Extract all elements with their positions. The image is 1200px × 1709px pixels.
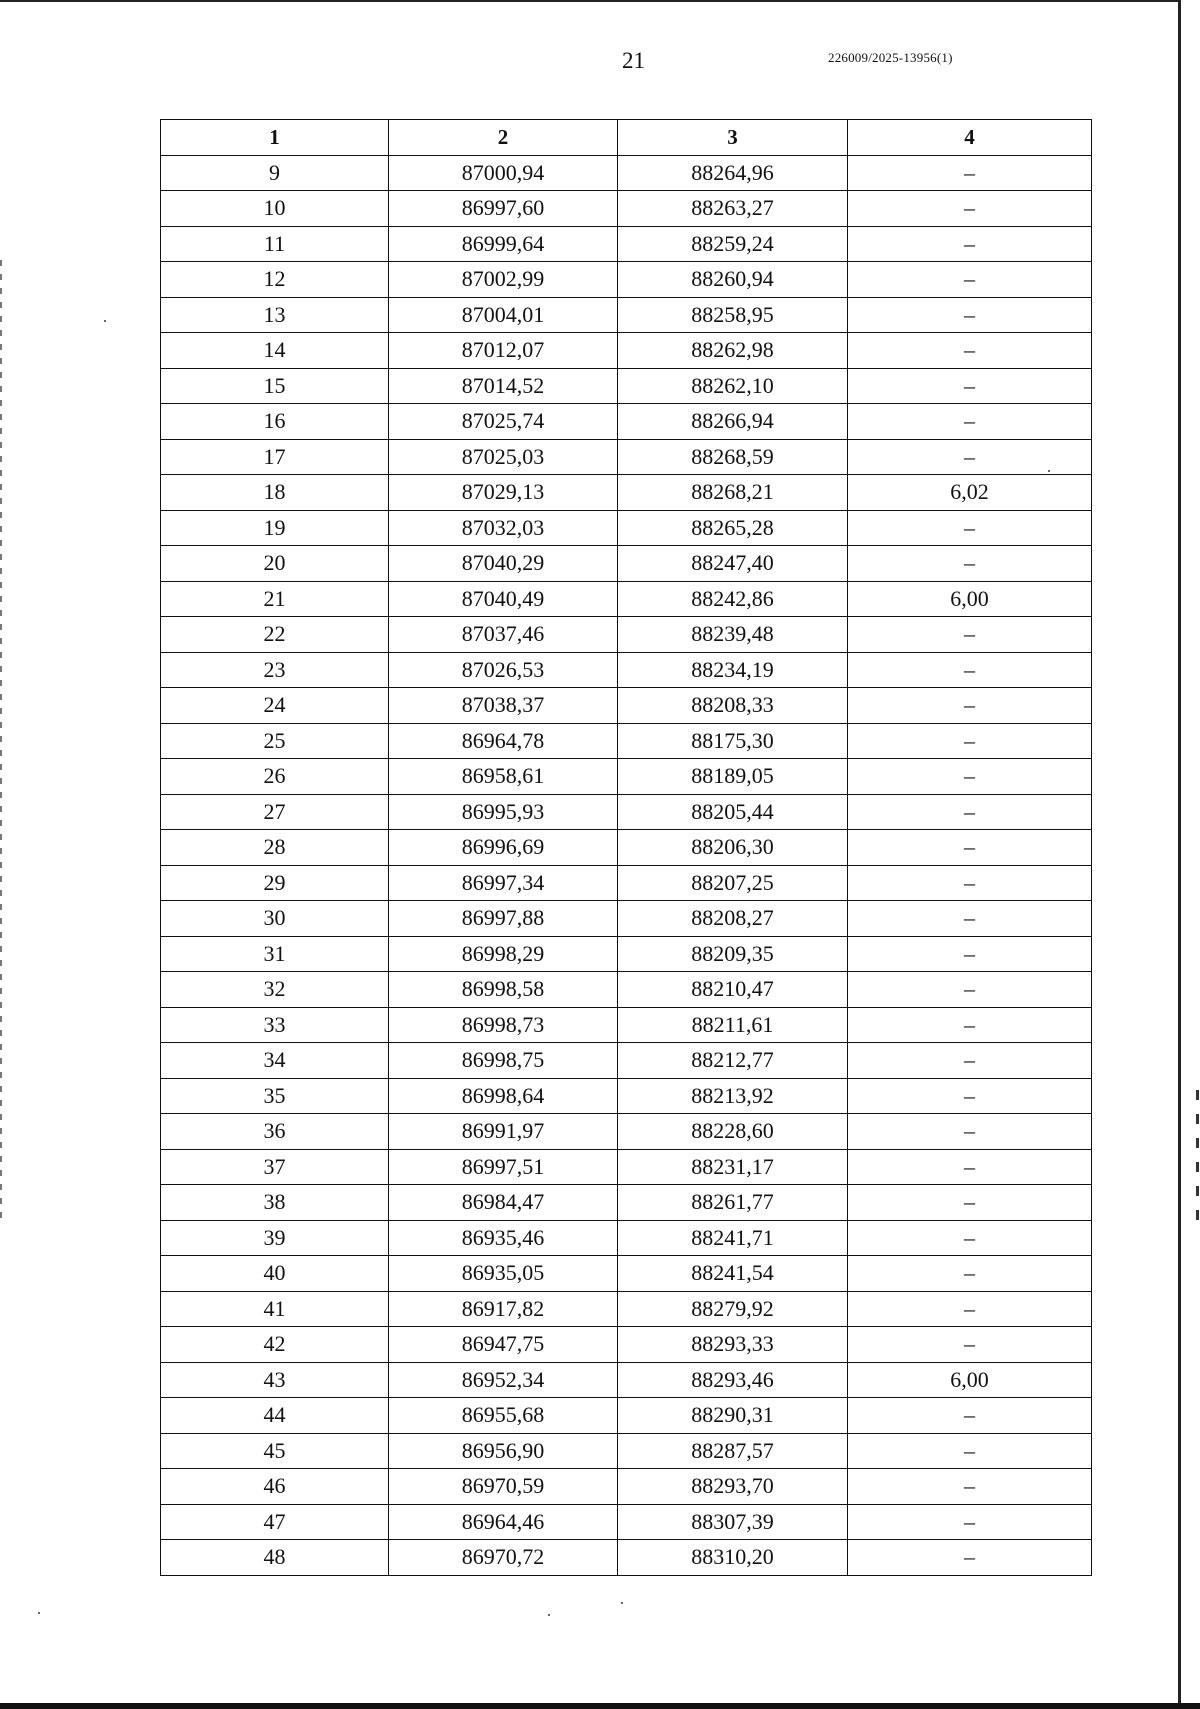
table-cell: 86935,46 — [389, 1220, 618, 1256]
table-cell: 40 — [161, 1256, 389, 1292]
table-cell: – — [848, 510, 1092, 546]
table-row — [161, 333, 1092, 369]
table-cell: 21 — [161, 581, 389, 617]
table-cell: – — [848, 297, 1092, 333]
table-cell: 87032,03 — [389, 510, 618, 546]
table-cell: 88261,77 — [618, 1185, 848, 1221]
table-row — [161, 475, 1092, 511]
table-row — [161, 1327, 1092, 1363]
page-number: 21 — [622, 48, 645, 73]
table-cell: 86970,72 — [389, 1540, 618, 1576]
table-cell: – — [848, 1149, 1092, 1185]
table-cell: 86999,64 — [389, 226, 618, 262]
table-cell: – — [848, 901, 1092, 937]
table-cell: 86997,34 — [389, 865, 618, 901]
table-row — [161, 1007, 1092, 1043]
table-cell: – — [848, 262, 1092, 298]
table-cell: 26 — [161, 759, 389, 795]
table-cell: – — [848, 1398, 1092, 1434]
table-row — [161, 794, 1092, 830]
table-cell: 88266,94 — [618, 404, 848, 440]
table-cell: 86964,78 — [389, 723, 618, 759]
table-row — [161, 759, 1092, 795]
table-cell: 45 — [161, 1433, 389, 1469]
table-cell: 88212,77 — [618, 1043, 848, 1079]
table-row — [161, 439, 1092, 475]
table-cell: 88258,95 — [618, 297, 848, 333]
table-row — [161, 546, 1092, 582]
table-cell: 87012,07 — [389, 333, 618, 369]
column-header: 3 — [618, 120, 848, 156]
scan-speck — [104, 320, 106, 322]
table-cell: – — [848, 1291, 1092, 1327]
table-cell: 88262,98 — [618, 333, 848, 369]
table-cell: 88213,92 — [618, 1078, 848, 1114]
table-cell: 88287,57 — [618, 1433, 848, 1469]
table-cell: 88265,28 — [618, 510, 848, 546]
scan-edge-marks-right — [1196, 1090, 1199, 1230]
table-cell: 88293,46 — [618, 1362, 848, 1398]
table-cell: 86997,60 — [389, 191, 618, 227]
table-row — [161, 404, 1092, 440]
table-cell: – — [848, 1078, 1092, 1114]
table-cell: 25 — [161, 723, 389, 759]
table-cell: 9 — [161, 155, 389, 191]
table-cell: 14 — [161, 333, 389, 369]
table-cell: – — [848, 688, 1092, 724]
table-cell: 88207,25 — [618, 865, 848, 901]
table-cell: 87029,13 — [389, 475, 618, 511]
table-cell: 31 — [161, 936, 389, 972]
table-cell: – — [848, 1185, 1092, 1221]
document-reference: 226009/2025-13956(1) — [828, 50, 953, 65]
table-row — [161, 510, 1092, 546]
table-cell: 13 — [161, 297, 389, 333]
table-cell: – — [848, 439, 1092, 475]
scan-speck — [1048, 470, 1050, 472]
table-row — [161, 1149, 1092, 1185]
table-cell: – — [848, 1433, 1092, 1469]
table-cell: 48 — [161, 1540, 389, 1576]
table-cell: 88242,86 — [618, 581, 848, 617]
table-cell: 87002,99 — [389, 262, 618, 298]
table-row — [161, 1362, 1092, 1398]
table-cell: – — [848, 1007, 1092, 1043]
table-cell: 88263,27 — [618, 191, 848, 227]
table-cell: 88247,40 — [618, 546, 848, 582]
table-cell: 86998,64 — [389, 1078, 618, 1114]
table-cell: – — [848, 368, 1092, 404]
table-cell: 88293,33 — [618, 1327, 848, 1363]
table-cell: 88239,48 — [618, 617, 848, 653]
table-cell: 6,02 — [848, 475, 1092, 511]
table-cell: 6,00 — [848, 1362, 1092, 1398]
table-cell: 39 — [161, 1220, 389, 1256]
table-cell: – — [848, 936, 1092, 972]
table-row — [161, 1469, 1092, 1505]
table-row — [161, 262, 1092, 298]
table-cell: – — [848, 333, 1092, 369]
table-cell: 30 — [161, 901, 389, 937]
table-cell: – — [848, 1469, 1092, 1505]
table-cell: 88241,71 — [618, 1220, 848, 1256]
table-cell: 88260,94 — [618, 262, 848, 298]
table-row — [161, 936, 1092, 972]
column-header: 4 — [848, 120, 1092, 156]
table-cell: – — [848, 1114, 1092, 1150]
table-row — [161, 1291, 1092, 1327]
coordinates-table — [160, 119, 1092, 1576]
table-cell: 41 — [161, 1291, 389, 1327]
scan-edge-marks-left — [0, 260, 2, 1220]
table-row — [161, 723, 1092, 759]
table-cell: 88268,21 — [618, 475, 848, 511]
table-cell: 88241,54 — [618, 1256, 848, 1292]
table-cell: 86997,88 — [389, 901, 618, 937]
table-cell: 88307,39 — [618, 1504, 848, 1540]
table-cell: 88208,33 — [618, 688, 848, 724]
table-row — [161, 581, 1092, 617]
table-cell: 88268,59 — [618, 439, 848, 475]
table-cell: 87014,52 — [389, 368, 618, 404]
table-row — [161, 368, 1092, 404]
table-row — [161, 1398, 1092, 1434]
table-row — [161, 191, 1092, 227]
table-cell: 88189,05 — [618, 759, 848, 795]
table-cell: 86998,75 — [389, 1043, 618, 1079]
table-cell: 46 — [161, 1469, 389, 1505]
table-cell: 86991,97 — [389, 1114, 618, 1150]
table-cell: 88210,47 — [618, 972, 848, 1008]
table-cell: 88205,44 — [618, 794, 848, 830]
table-cell: 29 — [161, 865, 389, 901]
scan-border-right — [1178, 0, 1181, 1709]
table-cell: – — [848, 723, 1092, 759]
table-cell: 18 — [161, 475, 389, 511]
table-cell: 86995,93 — [389, 794, 618, 830]
table-cell: 44 — [161, 1398, 389, 1434]
table-cell: 38 — [161, 1185, 389, 1221]
column-header: 1 — [161, 120, 389, 156]
table-cell: 87037,46 — [389, 617, 618, 653]
table-cell: 86955,68 — [389, 1398, 618, 1434]
column-header: 2 — [389, 120, 618, 156]
scan-speck — [621, 1602, 623, 1604]
table-row — [161, 1185, 1092, 1221]
table-row — [161, 830, 1092, 866]
table-cell: 43 — [161, 1362, 389, 1398]
table-cell: 35 — [161, 1078, 389, 1114]
table-cell: 34 — [161, 1043, 389, 1079]
scan-border-bottom — [0, 1703, 1200, 1709]
table-cell: 86964,46 — [389, 1504, 618, 1540]
table-row — [161, 688, 1092, 724]
table-cell: 11 — [161, 226, 389, 262]
table-cell: – — [848, 1327, 1092, 1363]
table-cell: – — [848, 1256, 1092, 1292]
table-cell: – — [848, 652, 1092, 688]
table-cell: 86984,47 — [389, 1185, 618, 1221]
table-cell: – — [848, 226, 1092, 262]
table-cell: 86956,90 — [389, 1433, 618, 1469]
table-cell: – — [848, 404, 1092, 440]
table-cell: 86996,69 — [389, 830, 618, 866]
table-cell: – — [848, 759, 1092, 795]
table-cell: – — [848, 830, 1092, 866]
table-row — [161, 1504, 1092, 1540]
table-cell: 88259,24 — [618, 226, 848, 262]
table-cell: 6,00 — [848, 581, 1092, 617]
table-cell: 87025,74 — [389, 404, 618, 440]
table-cell: – — [848, 1043, 1092, 1079]
table-cell: 88262,10 — [618, 368, 848, 404]
table-cell: 87004,01 — [389, 297, 618, 333]
table-cell: – — [848, 865, 1092, 901]
table-cell: 27 — [161, 794, 389, 830]
table-cell: 22 — [161, 617, 389, 653]
table-cell: 88293,70 — [618, 1469, 848, 1505]
table-cell: 86952,34 — [389, 1362, 618, 1398]
table-cell: – — [848, 191, 1092, 227]
table-cell: 87000,94 — [389, 155, 618, 191]
table-row — [161, 972, 1092, 1008]
table-cell: 86998,58 — [389, 972, 618, 1008]
table-cell: 87025,03 — [389, 439, 618, 475]
table-cell: 20 — [161, 546, 389, 582]
table-cell: – — [848, 1540, 1092, 1576]
table-cell: – — [848, 972, 1092, 1008]
table-body — [161, 155, 1092, 1575]
table-cell: 88211,61 — [618, 1007, 848, 1043]
table-cell: 88279,92 — [618, 1291, 848, 1327]
table-cell: 86997,51 — [389, 1149, 618, 1185]
table-cell: 36 — [161, 1114, 389, 1150]
table-cell: 88175,30 — [618, 723, 848, 759]
table-cell: 86935,05 — [389, 1256, 618, 1292]
table-row — [161, 1540, 1092, 1576]
table-cell: 86947,75 — [389, 1327, 618, 1363]
table-cell: – — [848, 1504, 1092, 1540]
table-cell: 88206,30 — [618, 830, 848, 866]
table-cell: 37 — [161, 1149, 389, 1185]
table-cell: 86970,59 — [389, 1469, 618, 1505]
table-cell: – — [848, 155, 1092, 191]
table-cell: 88310,20 — [618, 1540, 848, 1576]
table-row — [161, 1078, 1092, 1114]
table-row — [161, 1114, 1092, 1150]
table-cell: 16 — [161, 404, 389, 440]
scan-border-top — [0, 0, 1178, 2]
table-row — [161, 1256, 1092, 1292]
table-cell: 19 — [161, 510, 389, 546]
table-cell: 88264,96 — [618, 155, 848, 191]
table-cell: – — [848, 1220, 1092, 1256]
table-row — [161, 865, 1092, 901]
table-cell: 88209,35 — [618, 936, 848, 972]
table-cell: 87040,29 — [389, 546, 618, 582]
table-row — [161, 1433, 1092, 1469]
table-cell: 17 — [161, 439, 389, 475]
table-row — [161, 652, 1092, 688]
table-cell: 10 — [161, 191, 389, 227]
table-cell: 87038,37 — [389, 688, 618, 724]
table-cell: 86998,29 — [389, 936, 618, 972]
table-row — [161, 155, 1092, 191]
table-cell: 33 — [161, 1007, 389, 1043]
scan-speck — [38, 1612, 40, 1614]
table-cell: – — [848, 546, 1092, 582]
table-cell: 87026,53 — [389, 652, 618, 688]
table-row — [161, 226, 1092, 262]
table-cell: 88290,31 — [618, 1398, 848, 1434]
table-cell: 88228,60 — [618, 1114, 848, 1150]
table-cell: 88234,19 — [618, 652, 848, 688]
table-cell: 86917,82 — [389, 1291, 618, 1327]
table-cell: 42 — [161, 1327, 389, 1363]
table-cell: – — [848, 794, 1092, 830]
table-row — [161, 617, 1092, 653]
table-cell: 87040,49 — [389, 581, 618, 617]
table-cell: 12 — [161, 262, 389, 298]
table-cell: 15 — [161, 368, 389, 404]
table-cell: 88208,27 — [618, 901, 848, 937]
scan-speck — [548, 1614, 550, 1616]
table-cell: 88231,17 — [618, 1149, 848, 1185]
table-header-row — [161, 120, 1092, 156]
table-cell: 28 — [161, 830, 389, 866]
table-row — [161, 901, 1092, 937]
table-cell: 86958,61 — [389, 759, 618, 795]
table-cell: 47 — [161, 1504, 389, 1540]
table-cell: – — [848, 617, 1092, 653]
table-cell: 32 — [161, 972, 389, 1008]
table-row — [161, 297, 1092, 333]
table-row — [161, 1220, 1092, 1256]
table-cell: 23 — [161, 652, 389, 688]
table-cell: 24 — [161, 688, 389, 724]
table-row — [161, 1043, 1092, 1079]
table-cell: 86998,73 — [389, 1007, 618, 1043]
